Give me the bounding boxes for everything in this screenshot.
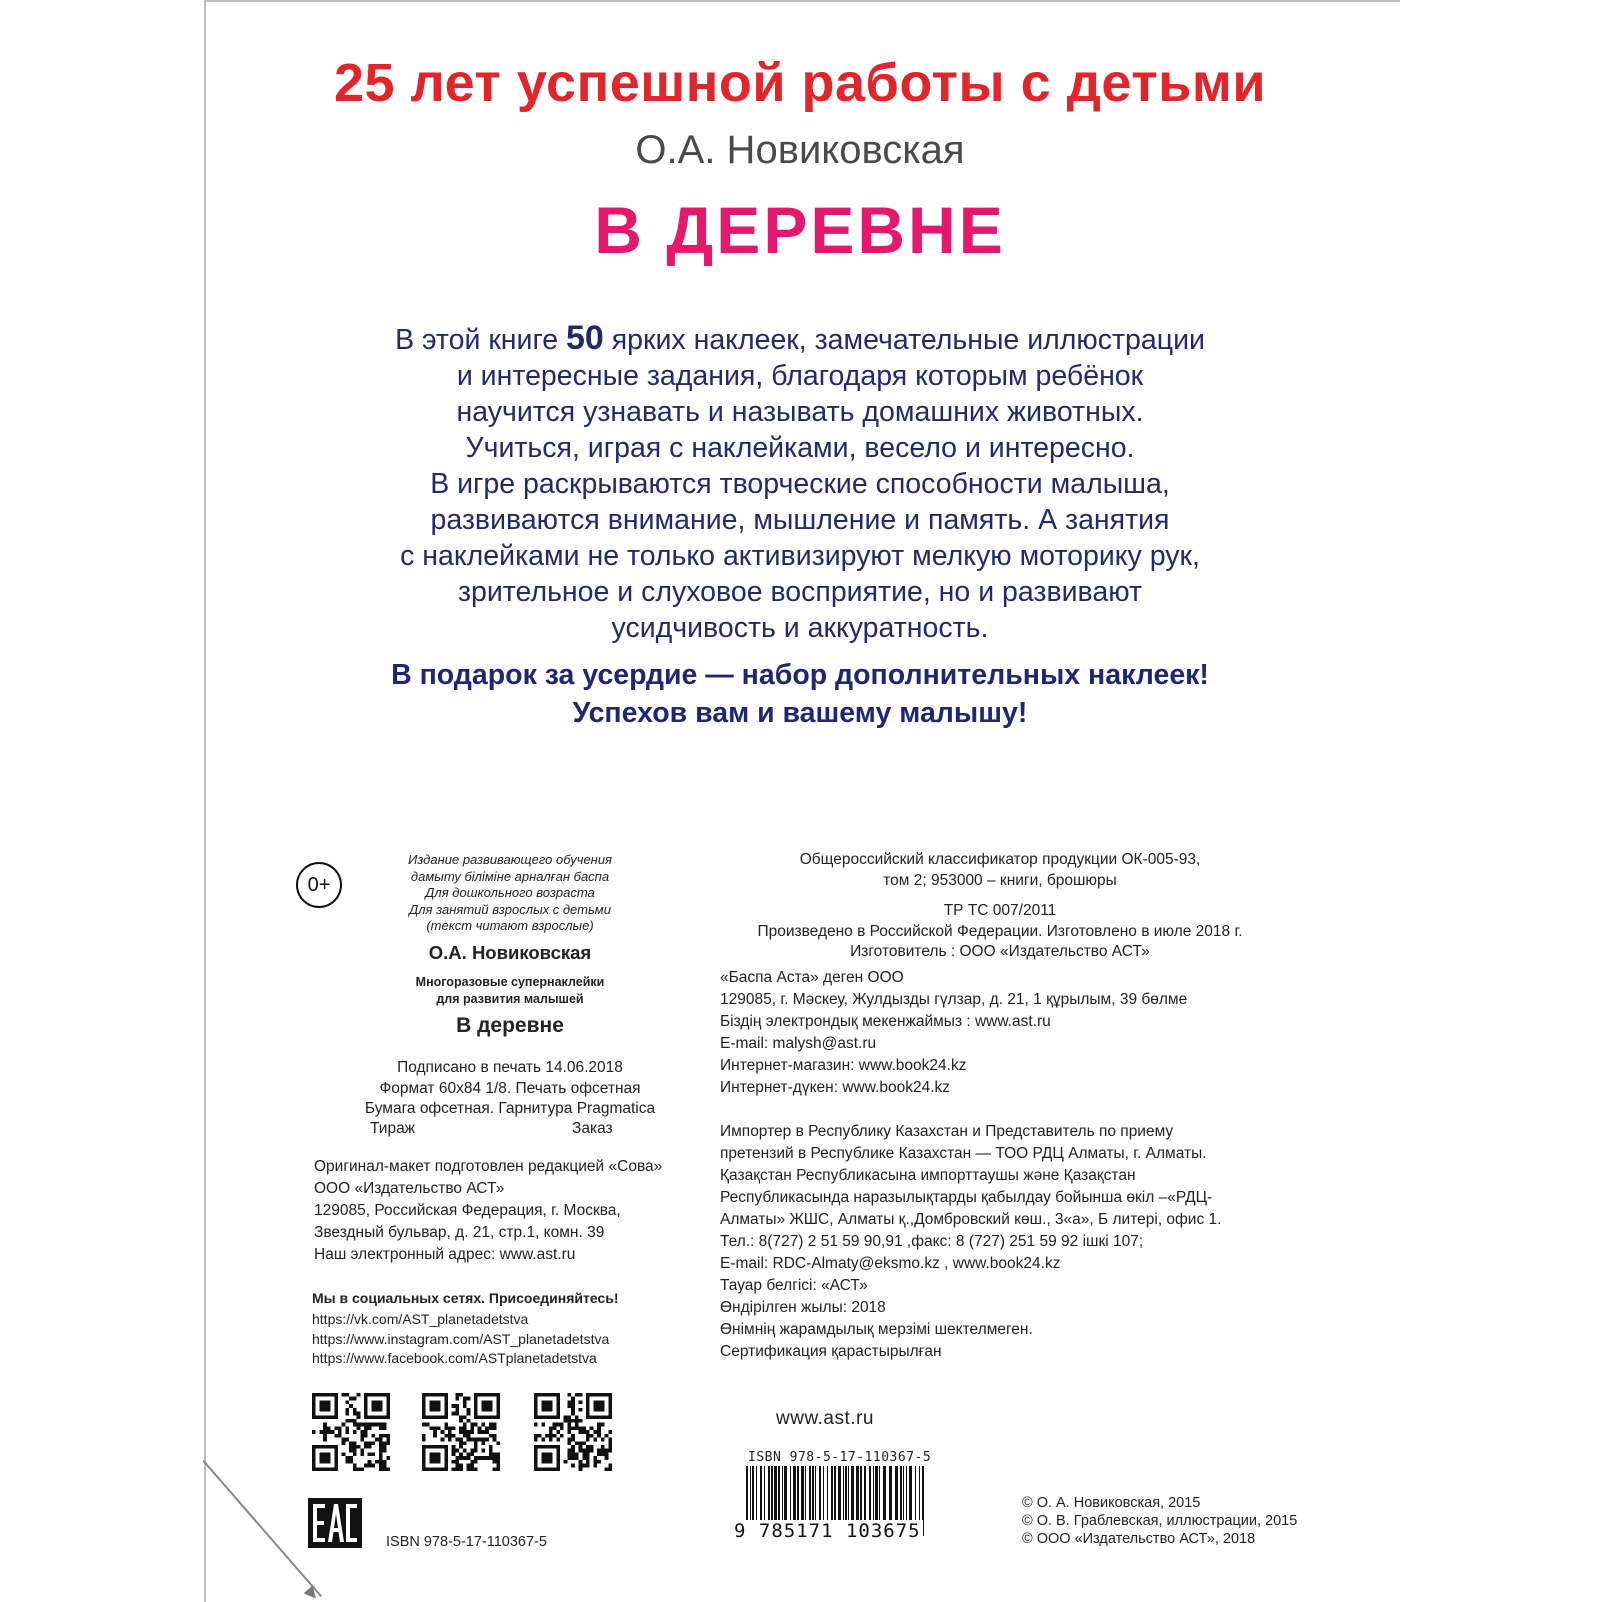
description-line: усидчивость и аккуратность. (611, 612, 989, 644)
importer-line: Республикасында наразылықтарды қабылдау бойынша өкіл –«РДЦ- (720, 1188, 1213, 1206)
publisher-line: Звездный бульвар, д. 21, стр.1, комн. 39 (314, 1224, 605, 1241)
qr-code-icon[interactable] (422, 1393, 500, 1471)
copyright-line: © ООО «Издательство АСТ», 2018 (1022, 1531, 1256, 1547)
barcode-digits: 9 785171 103675 (734, 1520, 921, 1542)
imprint-note: Для занятий взрослых с детьми (409, 901, 611, 917)
made-in-line: Произведено в Российской Федерации. Изготовлено в июле 2018 г. (757, 922, 1243, 940)
kz-info-line: 129085, г. Мәскеу, Жулдызды гүлзар, д. 21, 1 құрылым, 39 бөлме (720, 990, 1188, 1008)
publisher-info (314, 1156, 714, 1266)
imprint-note: Издание развивающего обучения (407, 852, 613, 867)
print-line: Бумага офсетная. Гарнитура Pragmatica (364, 1100, 656, 1117)
importer-line: Импортер в Республику Казахстан и Представитель по приему (720, 1122, 1174, 1140)
tr-standard: ТР ТС 007/2011 (943, 902, 1057, 919)
importer-line: Тел.: 8(727) 2 51 59 90,91 ,факс: 8 (727) 251 59 92 ішкі 107; (720, 1232, 1144, 1250)
series-name (350, 974, 670, 1008)
isbn-number: ISBN 978-5-17-110367-5 (386, 1534, 547, 1550)
publisher-line: 129085, Российская Федерация, г. Москва, (314, 1202, 621, 1219)
website-url[interactable]: www.ast.ru (776, 1408, 874, 1429)
kz-info-line: E-mail: malysh@ast.ru (720, 1034, 877, 1052)
description-text: В этой книге (395, 324, 566, 356)
importer-line: Өнімнің жарамдылық мерзімі шектелмеген. (720, 1320, 1033, 1338)
vk-link[interactable]: https://vk.com/AST_planetadetstva (312, 1311, 529, 1327)
description-line: Учиться, играя с наклейками, весело и интересно. (465, 432, 1135, 464)
classifier-line: Общероссийский классификатор продукции ОК-005-93, (799, 851, 1201, 868)
imprint-note: дамыту біліміне арналған баспа (410, 868, 610, 884)
facebook-link[interactable]: https://www.facebook.com/ASTplanetadetstva (312, 1350, 597, 1366)
description-line: развиваются внимание, мышление и память. А занятия (430, 504, 1170, 536)
book-description (300, 320, 1300, 646)
imprint-author: О.А. Новиковская (428, 942, 592, 963)
copyright-block (1022, 1494, 1297, 1548)
importer-line: Сертификация қарастырылған (720, 1342, 942, 1360)
importer-line: Алматы» ЖШС, Алматы қ.,Домбровский көш., 3«а», Б литері, офис 1. (720, 1210, 1222, 1228)
importer-line: Тауар белгісі: «АСТ» (720, 1276, 868, 1294)
copyright-line: © О. А. Новиковская, 2015 (1022, 1495, 1201, 1511)
tirazh-label: Тираж (370, 1120, 416, 1137)
social-links (312, 1310, 609, 1369)
publisher-line: Оригинал-макет подготовлен редакцией «Сова» (314, 1158, 663, 1175)
cover-author: О.А. Новиковская (635, 128, 965, 172)
cover-headline: 25 лет успешной работы с детьми (333, 53, 1267, 113)
description-text: ярких наклеек, замечательные иллюстрации (603, 324, 1205, 356)
print-line: Подписано в печать 14.06.2018 (397, 1059, 623, 1076)
publisher-line: Наш электронный адрес: www.ast.ru (314, 1246, 576, 1263)
importer-line: претензий в Республике Казахстан — ТОО РДЦ Алматы, г. Алматы. (720, 1144, 1207, 1162)
wish-line: Успехов вам и вашему малышу! (572, 697, 1028, 729)
description-line: зрительное и слуховое восприятие, но и развивают (457, 576, 1143, 608)
kz-info-line: Интернет-магазин: www.book24.kz (720, 1056, 967, 1074)
classifier-line: том 2; 953000 – книги, брошюры (883, 871, 1117, 889)
importer-line: Өндірілген жылы: 2018 (720, 1298, 886, 1316)
sticker-count: 50 (566, 319, 604, 357)
description-line: и интересные задания, благодаря которым ребёнок (456, 360, 1144, 392)
imprint-note: Для дошкольного возраста (425, 885, 595, 900)
description-line: В игре раскрываются творческие способности малыша, (430, 468, 1170, 500)
kz-info-line: Интернет-дүкен: www.book24.kz (720, 1078, 951, 1096)
instagram-link[interactable]: https://www.instagram.com/AST_planetadetstva (312, 1330, 610, 1347)
imprint-title: В деревне (456, 1014, 564, 1037)
zakaz-label: Заказ (572, 1120, 613, 1137)
qr-code-icon[interactable] (312, 1393, 390, 1471)
publisher-line: ООО «Издательство АСТ» (314, 1180, 505, 1197)
barcode-isbn: ISBN 978-5-17-110367-5 (748, 1450, 932, 1465)
kz-info-line: Біздің электрондық мекенжаймыз : www.ast.ru (720, 1012, 1051, 1030)
print-info (320, 1058, 700, 1120)
gift-line: В подарок за усердие — набор дополнительных наклеек! (391, 659, 1209, 691)
importer-line: E-mail: RDC-Almaty@eksmo.kz , www.book24.kz (720, 1254, 1061, 1272)
series-line: для развития малышей (436, 992, 584, 1006)
description-line: с наклейками не только активизируют мелкую моторику рук, (400, 540, 1200, 572)
description-line (300, 320, 1300, 358)
eac-mark-icon (308, 1498, 362, 1548)
product-info (720, 850, 1320, 1363)
gift-note (280, 656, 1320, 732)
imprint-note: (текст читают взрослые) (426, 918, 594, 933)
social-title: Мы в социальных сетях. Присоединяйтесь! (312, 1290, 619, 1306)
manufacturer-line: Изготовитель : ООО «Издательство АСТ» (850, 943, 1150, 960)
qr-code-icon[interactable] (534, 1393, 612, 1471)
book-title: В ДЕРЕВНЕ (594, 193, 1006, 267)
importer-line: Қазақстан Республикасына импорттаушы және Қазақстан (720, 1166, 1136, 1184)
age-rating-badge: 0+ (296, 862, 342, 908)
kz-info-line: «Баспа Аста» деген ООО (720, 968, 904, 986)
description-line: научится узнавать и называть домашних животных. (456, 396, 1144, 428)
copyright-line: © О. В. Граблевская, иллюстрации, 2015 (1022, 1513, 1298, 1529)
print-line: Формат 60х84 1/8. Печать офсетная (379, 1079, 641, 1097)
imprint-notes (350, 852, 670, 935)
series-line: Многоразовые супернаклейки (415, 975, 605, 989)
